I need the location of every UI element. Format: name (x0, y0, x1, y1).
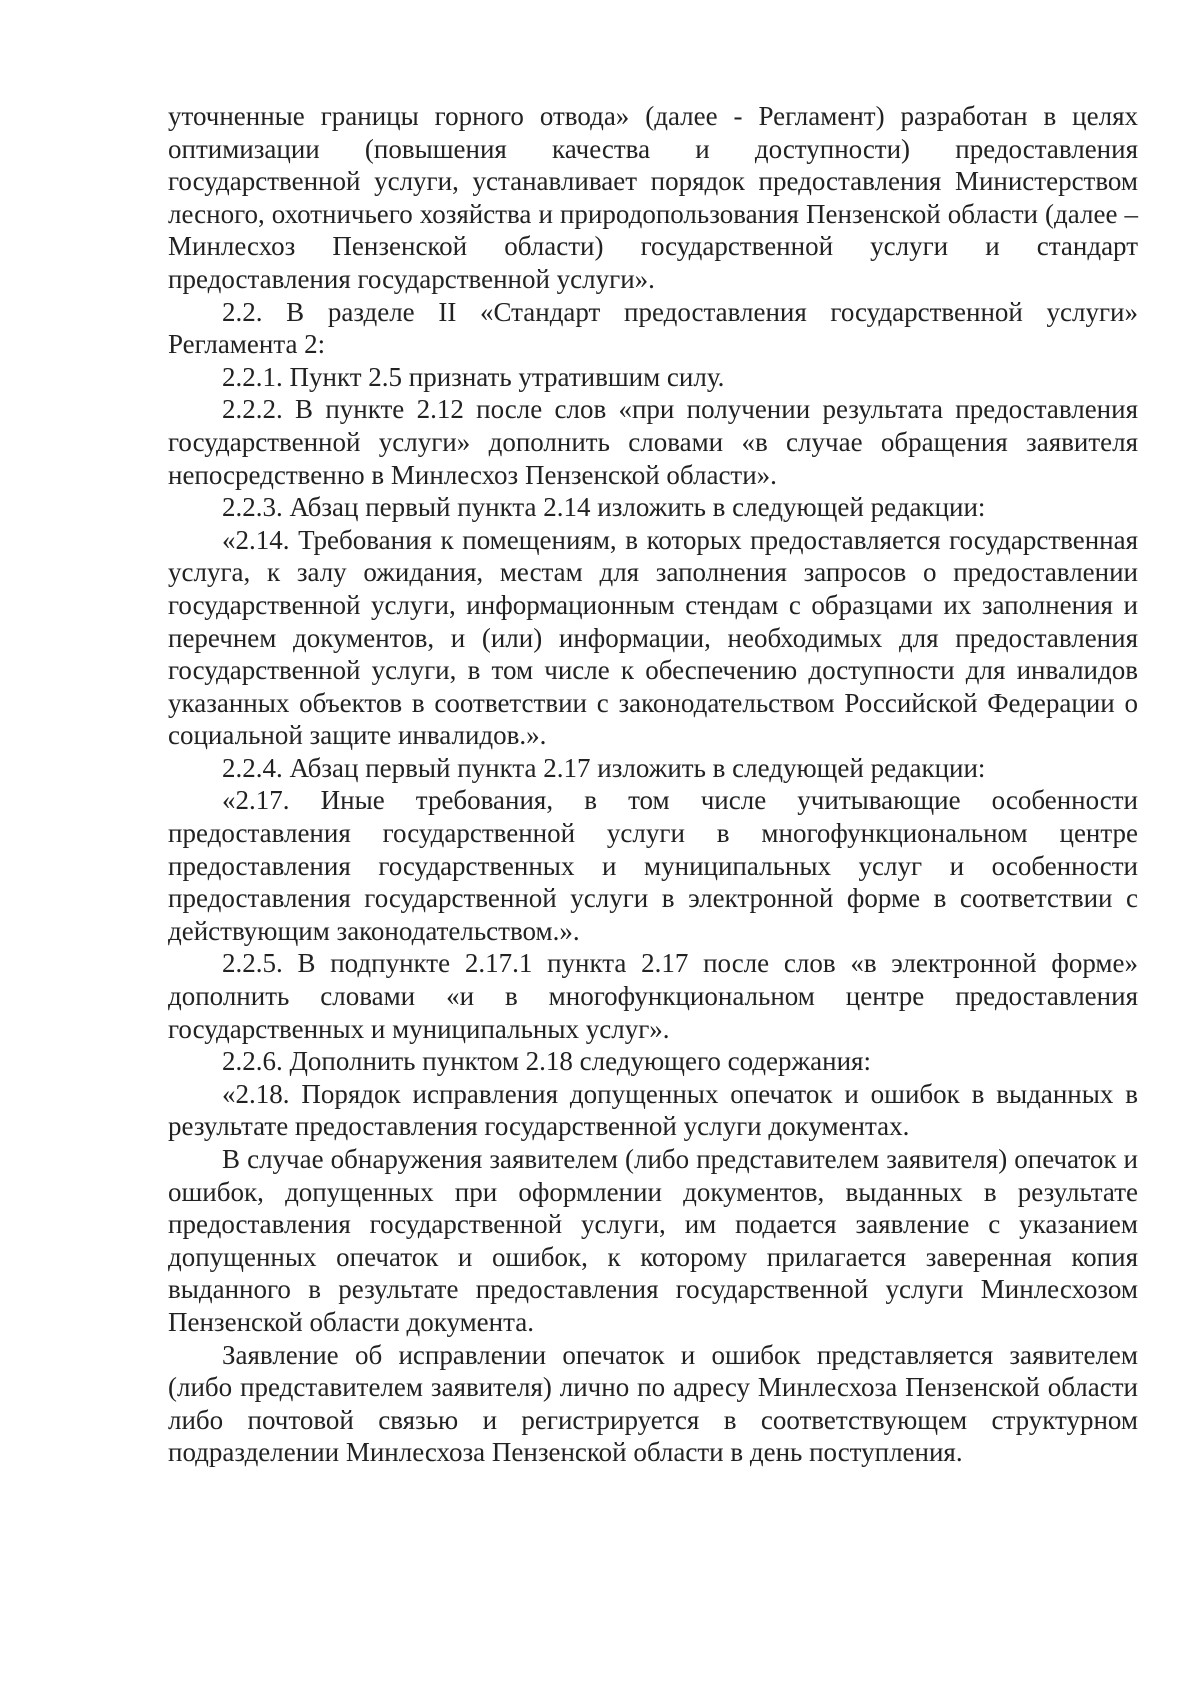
paragraph-intro: уточненные границы горного отвода» (далее - Регламент) разработан в целях оптимизации (повышения качества и доступности) предоставления государственной услуги, устанавливает порядок предоставления Министерством лесного, охотничьего хозяйства и природопользования Пензенской области (далее – Минлесхоз Пензенской области) государственной услуги и стандарт предоставления государственной услуги». (168, 101, 1138, 294)
paragraph-errors-case: В случае обнаружения заявителем (либо представителем заявителя) опечаток и ошибок, допущенных при оформлении документов, выданных в результате предоставления государственной услуги, им подается заявление с указанием допущенных опечаток и ошибок, к которому прилагается заверенная копия выданного в результате предоставления государственной услуги Минлесхозом Пензенской области документа. (168, 1144, 1138, 1337)
paragraph-2-2-6: 2.2.6. Дополнить пунктом 2.18 следующего содержания: (222, 1046, 871, 1077)
paragraph-2-2-1: 2.2.1. Пункт 2.5 признать утратившим силу. (222, 361, 725, 392)
paragraph-2-2-3: 2.2.3. Абзац первый пункта 2.14 изложить в следующей редакции: (222, 492, 986, 523)
paragraph-2-2: 2.2. В разделе II «Стандарт предоставления государственной услуги» Регламента 2: (168, 296, 1138, 360)
paragraph-2-17-quote: «2.17. Иные требования, в том числе учитывающие особенности предоставления государственной услуги в многофункциональном центре предоставления государственных и муниципальных услуг и особенности предоставления государственной услуги в электронной форме в соответствии с действующим законодательством.». (168, 785, 1138, 946)
paragraph-2-14-quote: «2.14. Требования к помещениям, в которых предоставляется государственная услуга, к залу ожидания, местам для заполнения запросов о предоставлении государственной услуги, информационным стендам с образцами их заполнения и перечнем документов, и (или) информации, необходимых для предоставления государственной услуги, в том числе к обеспечению доступности для инвалидов указанных объектов в соответствии с законодательством Российской Федерации о социальной защите инвалидов.». (168, 524, 1138, 751)
paragraph-2-2-5: 2.2.5. В подпункте 2.17.1 пункта 2.17 после слов «в электронной форме» дополнить словами «и в многофункциональном центре предоставления государственных и муниципальных услуг». (168, 948, 1138, 1044)
paragraph-application: Заявление об исправлении опечаток и ошибок представляется заявителем (либо представителем заявителя) лично по адресу Минлесхоза Пензенской области либо почтовой связью и регистрируется в соответствующем структурном подразделении Минлесхоза Пензенской области в день поступления. (168, 1339, 1138, 1468)
paragraph-2-2-4: 2.2.4. Абзац первый пункта 2.17 изложить в следующей редакции: (222, 752, 986, 783)
paragraph-2-18-quote: «2.18. Порядок исправления допущенных опечаток и ошибок в выданных в результате предоставления государственной услуги документах. (168, 1078, 1138, 1142)
paragraph-2-2-2: 2.2.2. В пункте 2.12 после слов «при получении результата предоставления государственной услуги» дополнить словами «в случае обращения заявителя непосредственно в Минлесхоз Пензенской области». (168, 394, 1138, 490)
